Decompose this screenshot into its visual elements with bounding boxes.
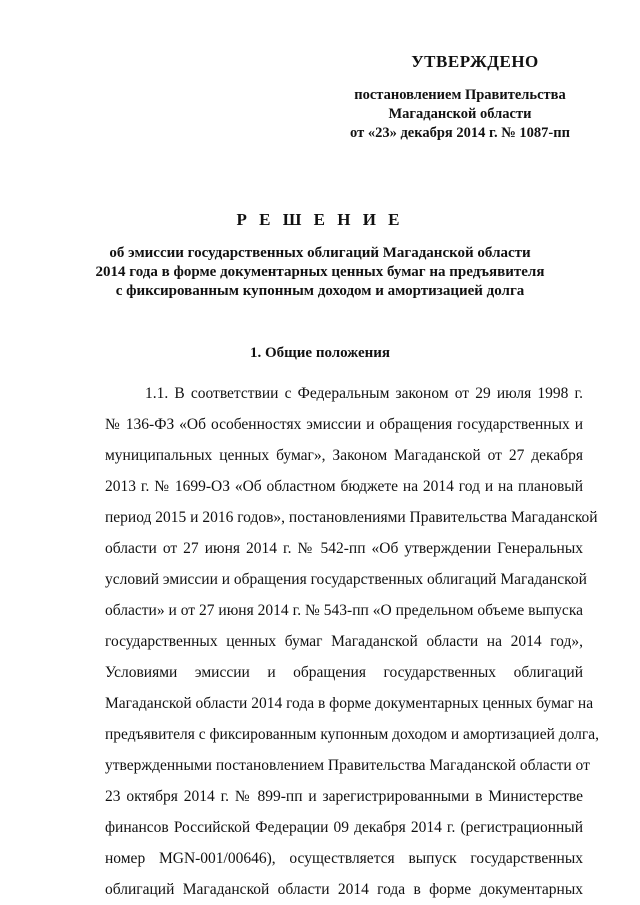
paragraph-line: Условиями эмиссии и обращения государственных облигаций xyxy=(105,664,583,681)
paragraph-line: № 136-ФЗ «Об особенностях эмиссии и обращения государственных и xyxy=(105,416,583,433)
paragraph-line: государственных ценных бумаг Магаданской области на 2014 год», xyxy=(105,633,583,650)
paragraph-line: области от 27 июня 2014 г. № 542-пп «Об утверждении Генеральных xyxy=(105,540,583,557)
approval-stamp-block xyxy=(330,52,590,143)
section-heading: 1. Общие положения xyxy=(249,345,391,361)
paragraph-line: области» и от 27 июня 2014 г. № 543-пп «О предельном объеме выпуска xyxy=(105,602,583,619)
paragraph-line: муниципальных ценных бумаг», Законом Магаданской от 27 декабря xyxy=(105,447,583,464)
approval-line: Магаданской области xyxy=(388,106,532,122)
decision-subtitle-line: 2014 года в форме документарных ценных бумаг на предъявителя xyxy=(95,264,545,280)
paragraph-line: Магаданской области 2014 года в форме документарных ценных бумаг на xyxy=(105,695,594,712)
paragraph-line: финансов Российской Федерации 09 декабря 2014 г. (регистрационный xyxy=(105,819,583,836)
paragraph-line: утвержденными постановлением Правительства Магаданской области от xyxy=(105,757,590,774)
decision-subtitle-line: с фиксированным купонным доходом и амортизацией долга xyxy=(115,283,525,299)
paragraph-line: номер MGN-001/00646), осуществляется выпуск государственных xyxy=(105,850,583,867)
decision-subtitle xyxy=(60,244,580,301)
decision-subtitle-line: об эмиссии государственных облигаций Магаданской области xyxy=(109,245,531,261)
paragraph-line: условий эмиссии и обращения государственных облигаций Магаданской xyxy=(105,571,587,588)
paragraph-line: облигаций Магаданской области 2014 года в форме документарных xyxy=(105,881,583,898)
paragraph-line: 2013 г. № 1699-ОЗ «Об областном бюджете на 2014 год и на плановый xyxy=(105,478,583,495)
decision-title: Р Е Ш Е Н И Е xyxy=(236,210,404,229)
paragraph-line: 23 октября 2014 г. № 899-пп и зарегистрированными в Министерстве xyxy=(105,788,583,805)
approval-line: постановлением Правительства xyxy=(354,87,566,103)
approval-line: от «23» декабря 2014 г. № 1087-пп xyxy=(350,125,570,141)
approved-title: УТВЕРЖДЕНО xyxy=(411,52,539,71)
paragraph-line: предъявителя с фиксированным купонным доходом и амортизацией долга, xyxy=(105,726,600,743)
paragraph-1-1 xyxy=(105,378,600,905)
paragraph-line: период 2015 и 2016 годов», постановлениями Правительства Магаданской xyxy=(105,509,598,526)
paragraph-line: 1.1. В соответствии с Федеральным законом от 29 июля 1998 г. xyxy=(145,385,583,402)
